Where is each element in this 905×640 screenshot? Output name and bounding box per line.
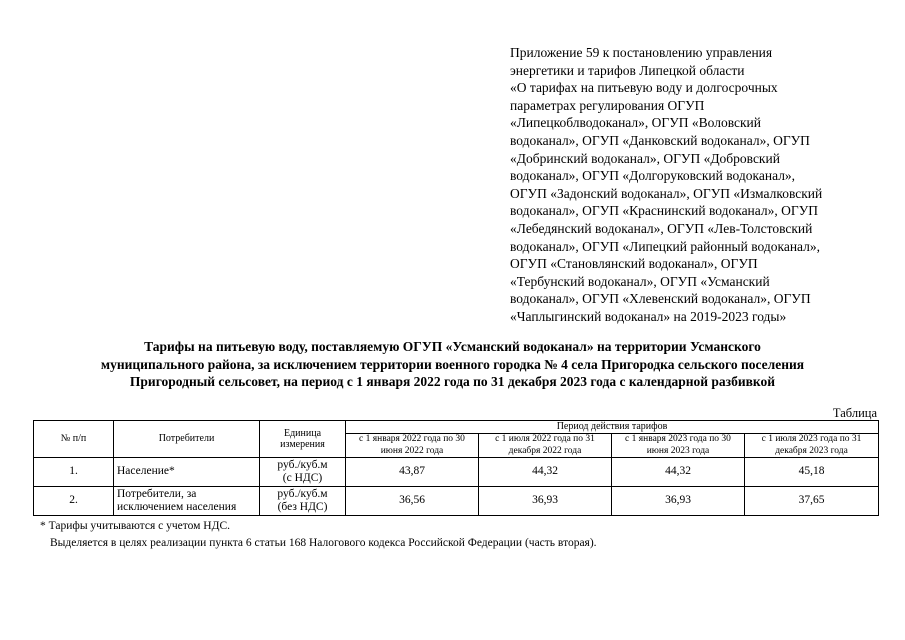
tariff-value: 44,32 [479, 458, 612, 487]
annex-line: ОГУП «Становлянский водоканал», ОГУП [510, 256, 758, 272]
annex-line: водоканал», ОГУП «Краснинский водоканал», ОГУП [510, 203, 818, 219]
consumer-line: исключением населения [117, 501, 237, 513]
tariffs-table [33, 420, 879, 516]
tariff-value: 36,93 [612, 487, 745, 516]
annex-line: водоканал», ОГУП «Липецкий районный водоканал», [510, 238, 821, 254]
tariff-value: 36,56 [346, 487, 479, 516]
document-title [20, 338, 885, 391]
annex-line: «Чаплыгинский водоканал» на 2019-2023 годы» [510, 308, 787, 324]
footnote-tax-code: Выделяется в целях реализации пункта 6 статьи 168 Налогового кодекса Российской Федерации (часть вторая). [50, 537, 597, 549]
annex-line: ОГУП «Задонский водоканал», ОГУП «Измалковский [510, 185, 823, 201]
table-label: Таблица [832, 406, 877, 420]
header-period-3: с 1 января 2023 года по 30 июня 2023 года [612, 434, 745, 458]
annex-line: Приложение 59 к постановлению управления [510, 45, 773, 60]
annex-reference [510, 44, 880, 326]
annex-line: «О тарифах на питьевую воду и долгосрочных [510, 80, 778, 96]
table-row [34, 487, 879, 516]
row-num: 1. [34, 458, 114, 487]
header-unit: Единица измерения [260, 421, 346, 458]
row-unit [260, 458, 346, 487]
annex-line: водоканал», ОГУП «Долгоруковский водоканал», [510, 168, 796, 184]
unit-line: (без НДС) [277, 501, 328, 513]
annex-line: водоканал», ОГУП «Хлевенский водоканал», ОГУП [510, 291, 811, 307]
footnotes [40, 518, 597, 552]
header-period-4: с 1 июля 2023 года по 31 декабря 2023 года [745, 434, 879, 458]
tariff-value: 44,32 [612, 458, 745, 487]
title-line: Пригородный сельсовет, на период с 1 января 2022 года по 31 декабря 2023 года с календарной разбивкой [129, 374, 776, 389]
row-consumer: Население* [114, 458, 260, 487]
title-line: Тарифы на питьевую воду, поставляемую ОГУП «Усманский водоканал» на территории Усманского [144, 339, 761, 354]
annex-line: водоканал», ОГУП «Данковский водоканал», ОГУП [510, 132, 810, 148]
annex-line: параметрах регулирования ОГУП [510, 97, 705, 113]
row-num: 2. [34, 487, 114, 516]
tariff-value: 45,18 [745, 458, 879, 487]
unit-line: руб./куб.м [277, 458, 328, 471]
consumer-line: Потребители, за [117, 487, 197, 500]
unit-line: (с НДС) [282, 472, 323, 484]
header-period-group: Период действия тарифов [346, 421, 879, 434]
unit-line: руб./куб.м [277, 487, 328, 500]
row-consumer [114, 487, 260, 516]
tariff-value: 37,65 [745, 487, 879, 516]
annex-line: «Лебедянский водоканал», ОГУП «Лев-Толстовский [510, 220, 813, 236]
annex-line: «Добринский водоканал», ОГУП «Добровский [510, 150, 780, 166]
header-period-2: с 1 июля 2022 года по 31 декабря 2022 года [479, 434, 612, 458]
tariff-value: 43,87 [346, 458, 479, 487]
header-num: № п/п [34, 421, 114, 458]
annex-line: «Липецкоблводоканал», ОГУП «Воловский [510, 115, 761, 131]
title-line: муниципального района, за исключением территории военного городка № 4 села Пригородка сельского поселения [100, 356, 805, 372]
header-consumers: Потребители [114, 421, 260, 458]
footnote-vat: * Тарифы учитываются с учетом НДС. [40, 520, 230, 532]
header-period-1: с 1 января 2022 года по 30 июня 2022 года [346, 434, 479, 458]
row-unit [260, 487, 346, 516]
table-row [34, 458, 879, 487]
tariff-value: 36,93 [479, 487, 612, 516]
annex-line: «Тербунский водоканал», ОГУП «Усманский [510, 273, 770, 289]
annex-line: энергетики и тарифов Липецкой области [510, 62, 745, 78]
